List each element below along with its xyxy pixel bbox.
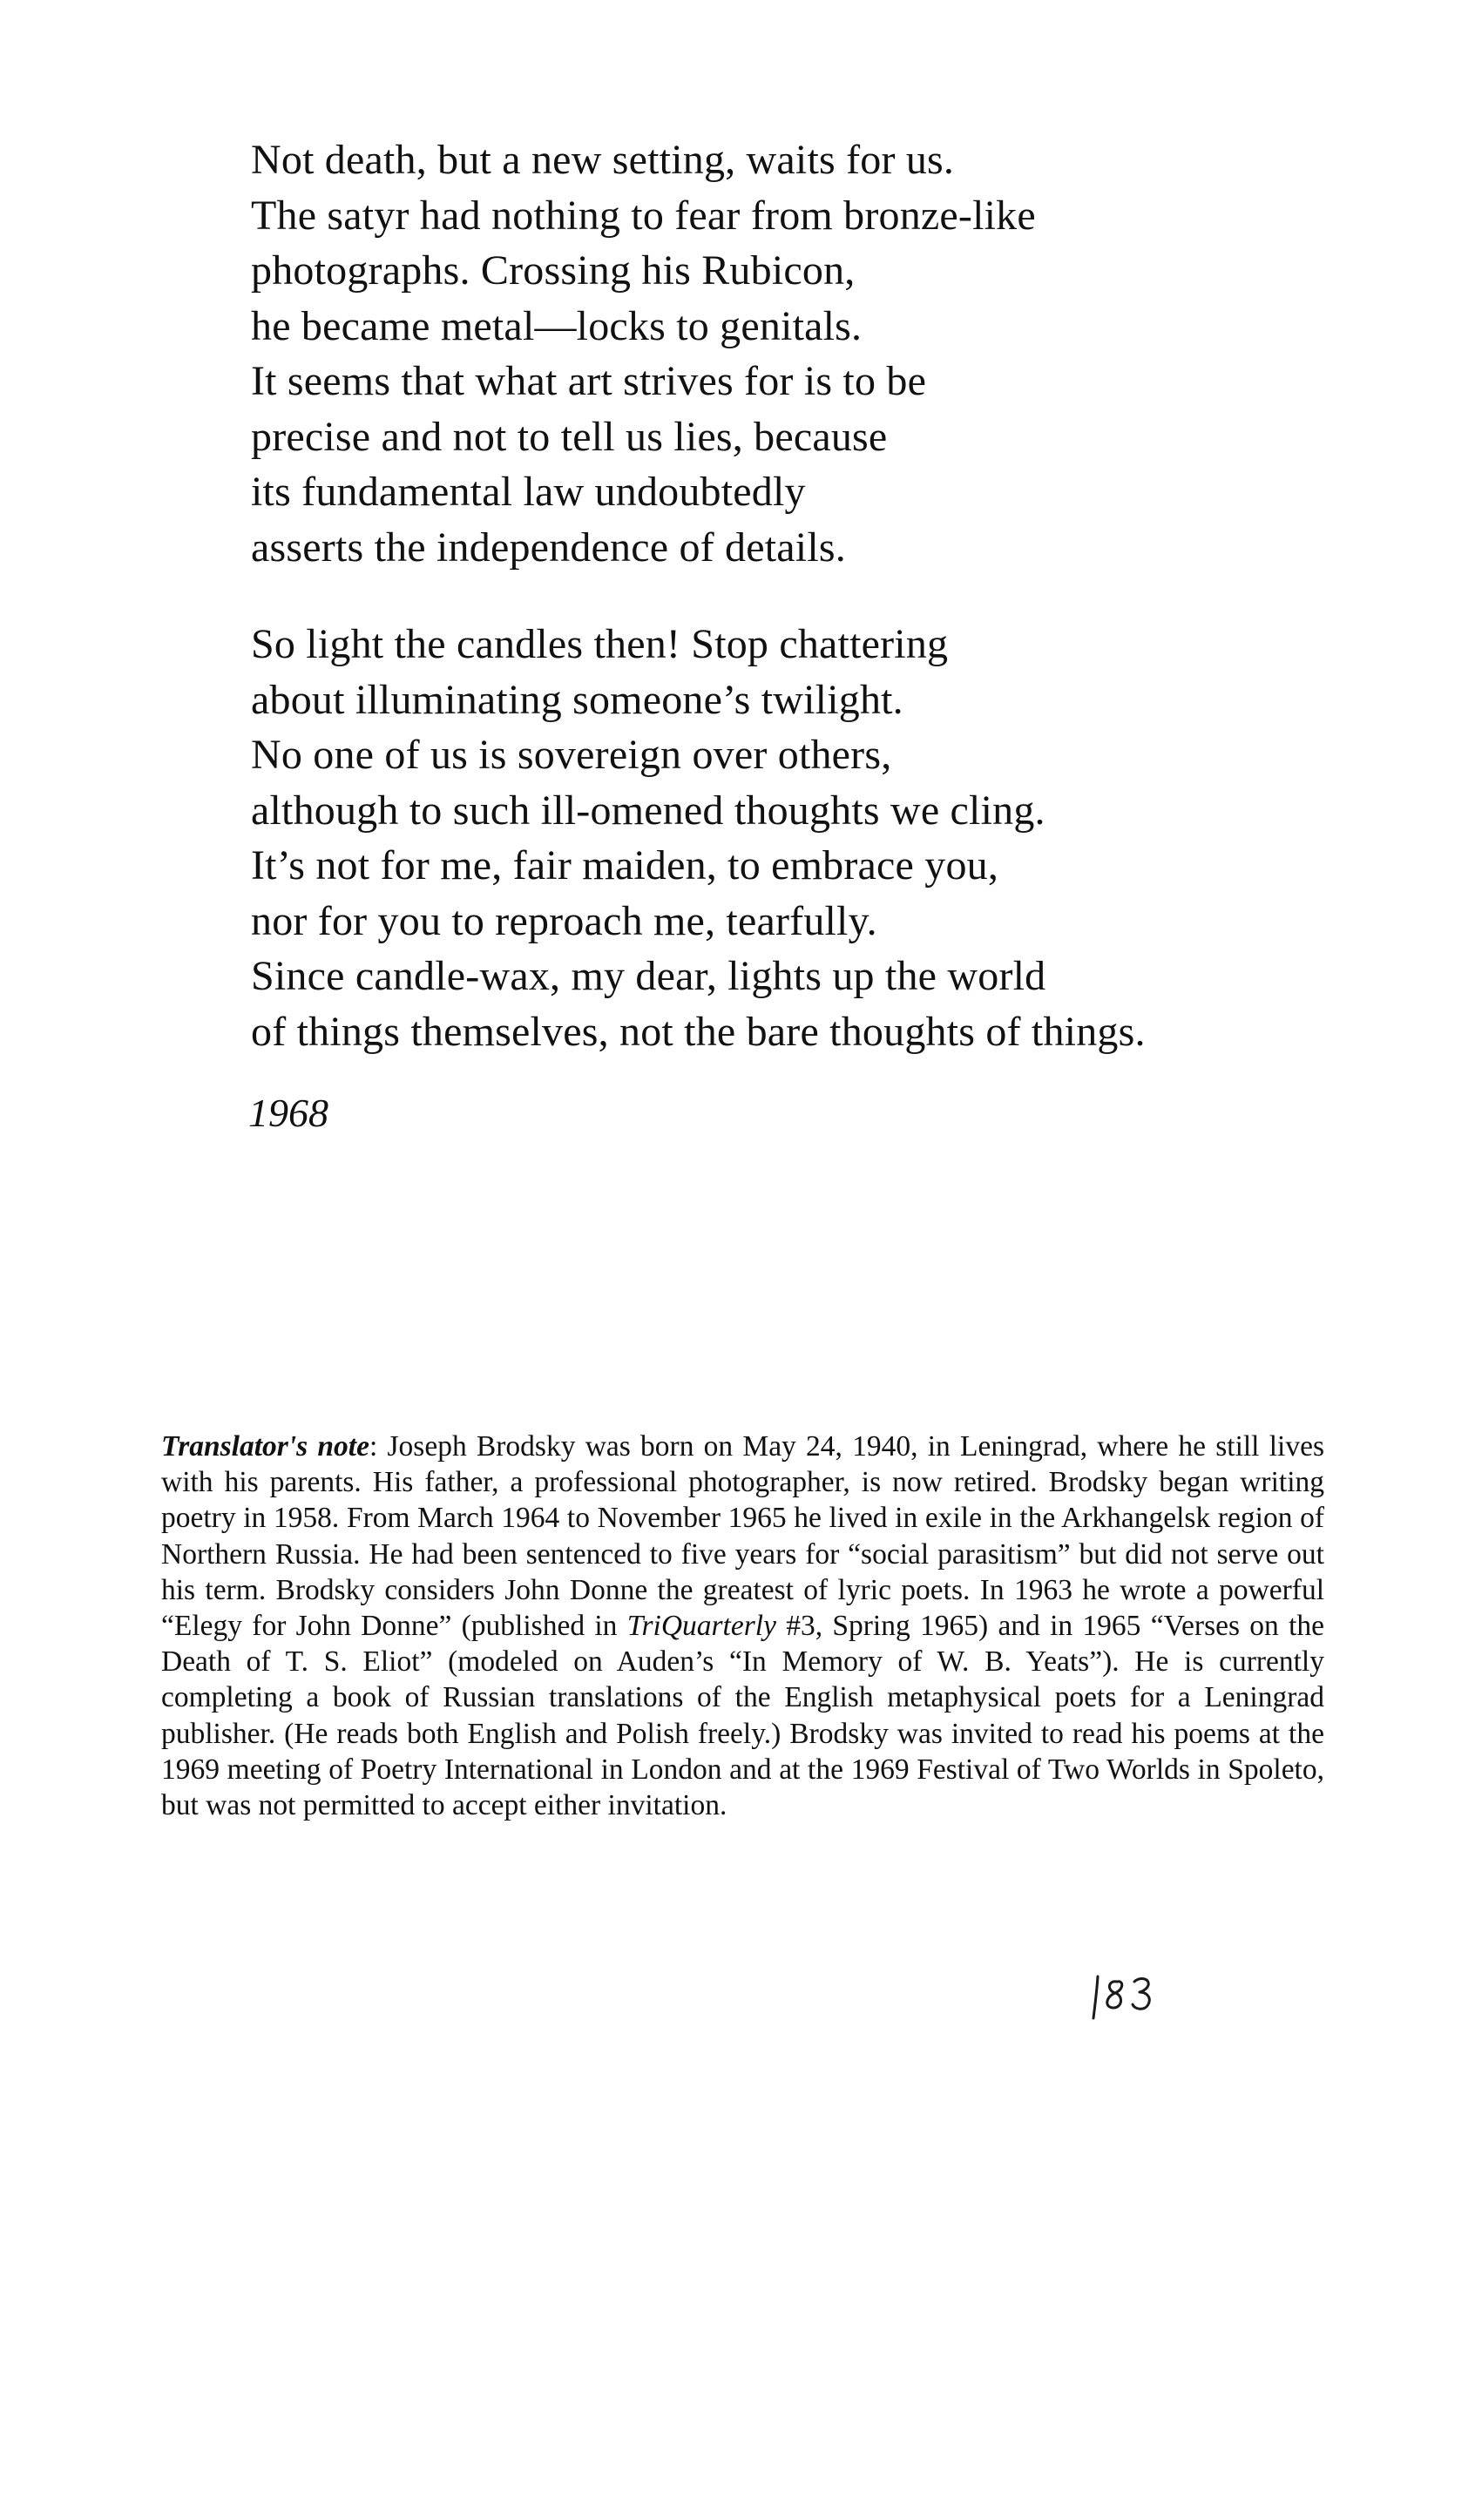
poem-line: No one of us is sovereign over others, bbox=[251, 732, 892, 778]
page-number-glyph bbox=[1089, 1964, 1176, 2025]
poem-line: So light the candles then! Stop chattering bbox=[251, 621, 949, 667]
poem-line: Not death, but a new setting, waits for us. bbox=[251, 137, 955, 183]
note-text-part-1: Joseph Brodsky was born on May 24, 1940, in Leningrad, where he still lives with his parents. His father, a professional photographer, is now retired. Brodsky began writing poetry in 1958. From March 1964 to November 1965 he lived in exile in the Arkhangelsk region of Northern Russia. He had been sentenced to five years for “social parasitism” but did not serve out his term. Brodsky considers John Donne the greatest of lyric poets. In 1963 he wrote a powerful “Elegy for John Donne” (published in bbox=[161, 1430, 1324, 1643]
note-label: Translator's note bbox=[161, 1430, 369, 1463]
poem-line: precise and not to tell us lies, because bbox=[251, 413, 888, 460]
poem-date: 1968 bbox=[248, 1091, 328, 1135]
poem bbox=[251, 132, 1296, 1059]
poem-line: The satyr had nothing to fear from bronze-like bbox=[251, 192, 1036, 239]
note-text-part-2: #3, Spring 1965) and in 1965 “Verses on the Death of T. S. Eliot” (modeled on Auden’s “In Memory of W. B. Yeats”). He is currently completing a book of Russian translations of the English metaphysical poets for a Leningrad publisher. (He reads both English and Polish freely.) Brodsky was invited to read his poems at the 1969 meeting of Poetry International in London and at the 1969 Festival of Two Worlds in Spoleto, but was not permitted to accept either invitation. bbox=[161, 1610, 1324, 1822]
poem-line: asserts the independence of details. bbox=[251, 524, 846, 571]
poem-line: It seems that what art strives for is to be bbox=[251, 358, 927, 404]
poem-stanza-1 bbox=[251, 132, 1296, 575]
poem-line: It’s not for me, fair maiden, to embrace you, bbox=[251, 842, 999, 888]
poem-line: of things themselves, not the bare thoughts of things. bbox=[251, 1008, 1146, 1055]
poem-line: he became metal—locks to genitals. bbox=[251, 302, 863, 349]
note-label-separator: : bbox=[369, 1430, 378, 1463]
translators-note bbox=[161, 1429, 1324, 1823]
poem-line: nor for you to reproach me, tearfully. bbox=[251, 897, 877, 944]
handwritten-page-number bbox=[1089, 1964, 1176, 2025]
poem-line: photographs. Crossing his Rubicon, bbox=[251, 247, 856, 294]
poem-line: its fundamental law undoubtedly bbox=[251, 469, 806, 515]
poem-stanza-2 bbox=[251, 617, 1296, 1059]
note-journal-title: TriQuarterly bbox=[626, 1610, 776, 1643]
poem-line: although to such ill-omened thoughts we cling. bbox=[251, 787, 1045, 834]
poem-line: about illuminating someone’s twilight. bbox=[251, 676, 903, 723]
poem-line: Since candle-wax, my dear, lights up the world bbox=[251, 953, 1046, 999]
